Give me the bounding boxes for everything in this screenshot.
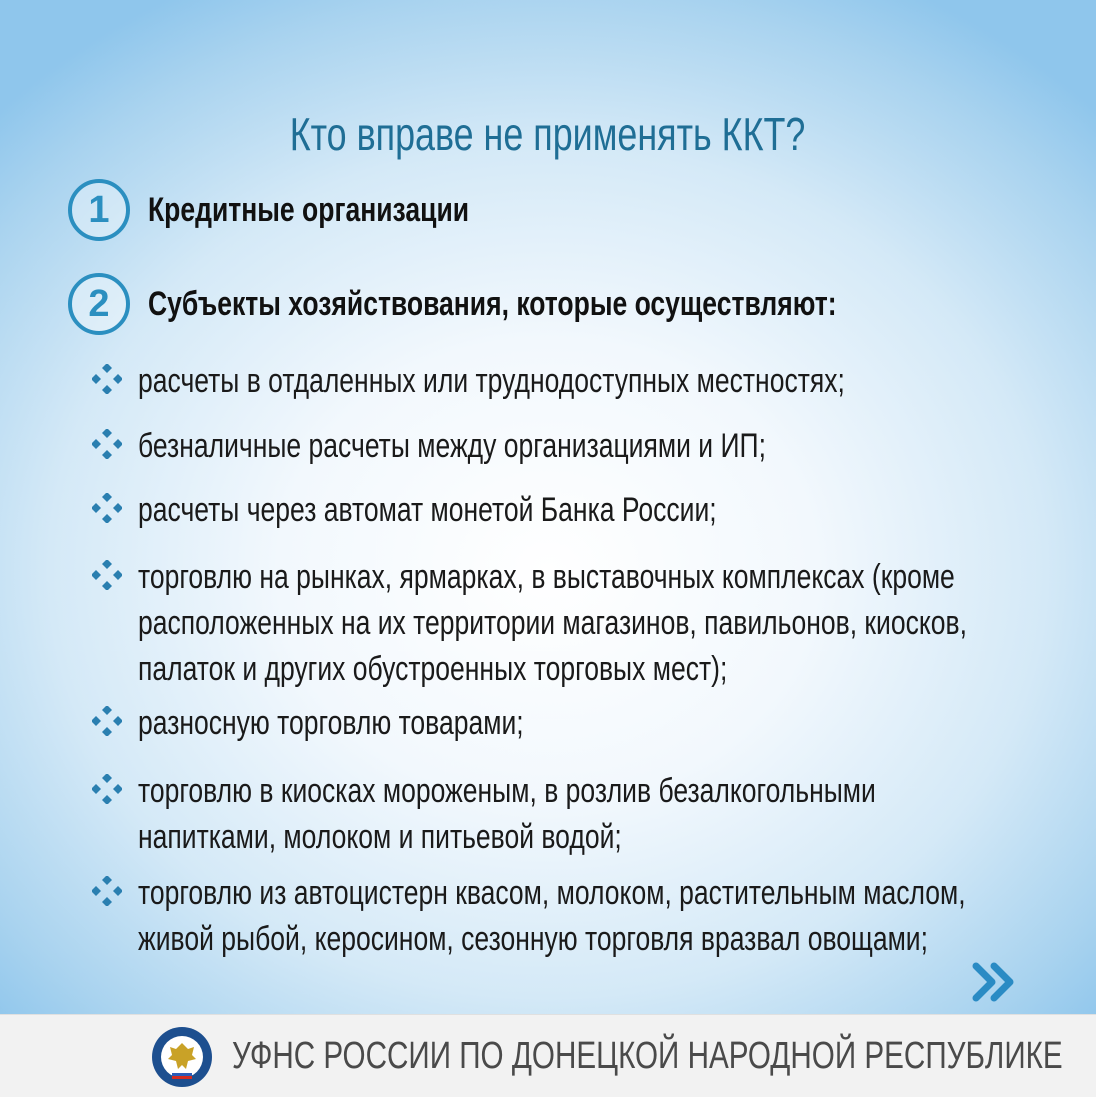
page-title (0, 106, 1096, 162)
diamond-bullet-icon (92, 364, 122, 394)
fns-emblem-icon (150, 1025, 214, 1089)
bullet-text (138, 768, 965, 860)
bullet-text (138, 554, 965, 692)
bullet-text (138, 423, 965, 469)
numbered-item-1 (68, 175, 560, 245)
bullet-text (138, 358, 965, 404)
diamond-bullet-icon (92, 706, 122, 736)
footer-bar (0, 1014, 1096, 1097)
footer-text (232, 1033, 1096, 1079)
number-circle-1: 1 (68, 179, 130, 241)
numbered-item-2-text: Субъекты хозяйствования, которые осуществляют: (148, 284, 837, 323)
diamond-bullet-icon (92, 560, 122, 590)
bullet-text-line: расчеты через автомат монетой Банка России; (138, 491, 717, 529)
bullet-text-line: палаток и других обустроенных торговых мест); (138, 650, 728, 688)
bullet-text-line: торговлю из автоцистерн квасом, молоком, растительным маслом, (138, 874, 966, 912)
bullet-text-line: разносную торговлю товарами; (138, 704, 524, 742)
bullet-text-line: торговлю на рынках, ярмарках, в выставочных комплексах (кроме (138, 558, 955, 596)
bullet-text-line: живой рыбой, керосином, сезонную торговля вразвал овощами; (138, 920, 928, 958)
bullet-text-line: торговлю в киосках мороженым, в розлив безалкогольными (138, 772, 876, 810)
footer-text-label: УФНС РОССИИ ПО ДОНЕЦКОЙ НАРОДНОЙ РЕСПУБЛИКЕ (232, 1035, 1063, 1077)
bullet-text (138, 700, 965, 746)
numbered-item-2 (68, 269, 1031, 339)
diamond-bullet-icon (92, 774, 122, 804)
diamond-bullet-icon (92, 876, 122, 906)
number-circle-2: 2 (68, 273, 130, 335)
diamond-bullet-icon (92, 493, 122, 523)
double-chevron-right-icon[interactable] (972, 962, 1020, 1002)
numbered-item-2-label (148, 285, 1031, 324)
bullet-text (138, 870, 965, 962)
bullet-text-line: расчеты в отдаленных или труднодоступных местностях; (138, 362, 845, 400)
numbered-item-1-label (148, 191, 560, 230)
bullet-text-line: напитками, молоком и питьевой водой; (138, 818, 622, 856)
page-title-text: Кто вправе не применять ККТ? (290, 108, 806, 160)
bullet-text-line: безналичные расчеты между организациями и ИП; (138, 427, 766, 465)
numbered-item-1-text: Кредитные организации (148, 190, 470, 229)
diamond-bullet-icon (92, 429, 122, 459)
bullet-text-line: расположенных на их территории магазинов, павильонов, киосков, (138, 604, 967, 642)
bullet-text (138, 487, 965, 533)
